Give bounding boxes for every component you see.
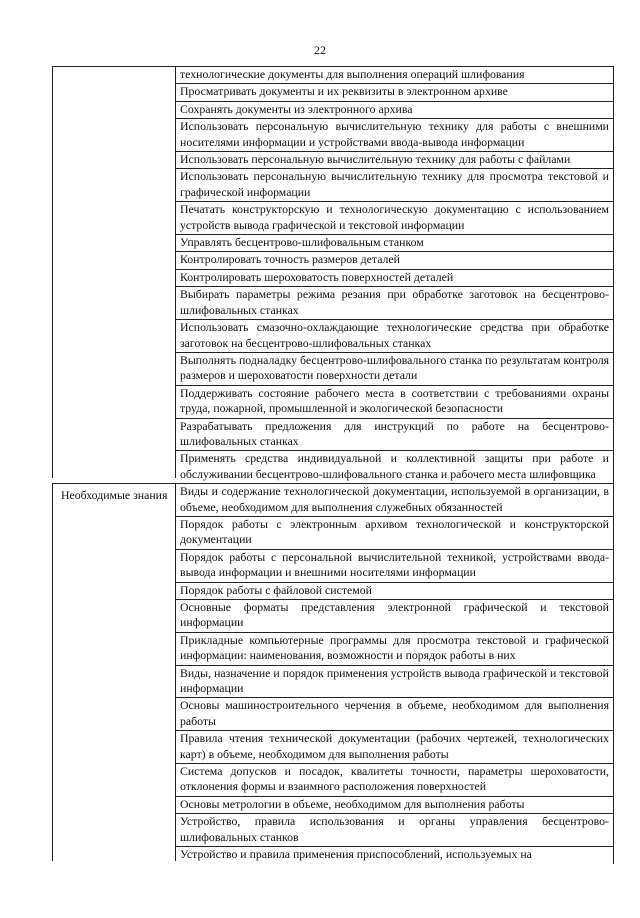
skill-item: Управлять бесцентрово-шлифовальным станком [176,234,614,251]
skill-item: Контролировать точность размеров деталей [176,251,614,268]
skill-item: Использовать персональную вычислительную технику для работы с внешними носителями информации и устройствами ввода-вывода информации [176,118,614,151]
knowledge-item: Прикладные компьютерные программы для просмотра текстовой и графической информации: наименования, возможности и порядок работы в них [176,632,614,665]
knowledge-item: Порядок работы с электронным архивом технологической и конструкторской документации [176,516,614,549]
knowledge-item: Устройство, правила использования и органы управления бесцентрово-шлифовальных станков [176,813,614,846]
skill-item: Контролировать шероховатость поверхностей деталей [176,269,614,286]
skill-item: Использовать персональную вычислительную технику для работы с файлами [176,151,614,168]
skills-label-cell [52,66,176,478]
skill-item: Просматривать документы и их реквизиты в электронном архиве [176,83,614,100]
knowledge-item: Правила чтения технической документации (рабочих чертежей, технологических карт) в объеме, необходимом для выполнения работы [176,730,614,763]
knowledge-item: Порядок работы с персональной вычислительной техникой, устройствами ввода-вывода информации и внешними носителями информации [176,549,614,582]
skill-item: Разрабатывать предложения для инструкций по работе на бесцентрово-шлифовальных станках [176,418,614,451]
knowledge-item: Порядок работы с файловой системой [176,582,614,599]
skill-item: Выполнять подналадку бесцентрово-шлифовального станка по результатам контроля размеров и шероховатости поверхности детали [176,352,614,385]
knowledge-item: Устройство и правила применения приспособлений, используемых на [176,846,614,863]
skill-item: Поддерживать состояние рабочего места в соответствии с требованиями охраны труда, пожарной, промышленной и экологической безопасности [176,385,614,418]
skill-item: Сохранять документы из электронного архива [176,101,614,118]
skills-row [52,66,614,483]
knowledge-column [176,483,614,863]
skill-item: Использовать смазочно-охлаждающие технологические средства при обработке заготовок на бесцентрово-шлифовальных станках [176,319,614,352]
knowledge-row [52,483,614,863]
knowledge-item: Основные форматы представления электронной графической и текстовой информации [176,599,614,632]
knowledge-label: Необходимые знания [52,483,176,861]
page-number: 22 [314,43,326,57]
skill-item: Использовать персональную вычислительную технику для просмотра текстовой и графической информации [176,168,614,201]
knowledge-item: Основы метрологии в объеме, необходимом для выполнения работы [176,796,614,813]
skill-item: Применять средства индивидуальной и коллективной защиты при работе и обслуживании бесцентрово-шлифовального станка и рабочего места шлифовщика [176,450,614,483]
skills-column [176,66,614,483]
requirements-table [52,66,614,864]
skill-item: технологические документы для выполнения операций шлифования [176,66,614,83]
knowledge-item: Система допусков и посадок, квалитеты точности, параметры шероховатости, отклонения формы и взаимного расположения поверхностей [176,763,614,796]
skill-item: Печатать конструкторскую и технологическую документацию с использованием устройств вывода графической и текстовой информации [176,201,614,234]
skill-item: Выбирать параметры режима резания при обработке заготовок на бесцентрово-шлифовальных станках [176,286,614,319]
knowledge-item: Основы машиностроительного черчения в объеме, необходимом для выполнения работы [176,697,614,730]
knowledge-item: Виды и содержание технологической документации, используемой в организации, в объеме, необходимом для выполнения служебных обязанностей [176,483,614,516]
knowledge-item: Виды, назначение и порядок применения устройств вывода графической и текстовой информации [176,665,614,698]
